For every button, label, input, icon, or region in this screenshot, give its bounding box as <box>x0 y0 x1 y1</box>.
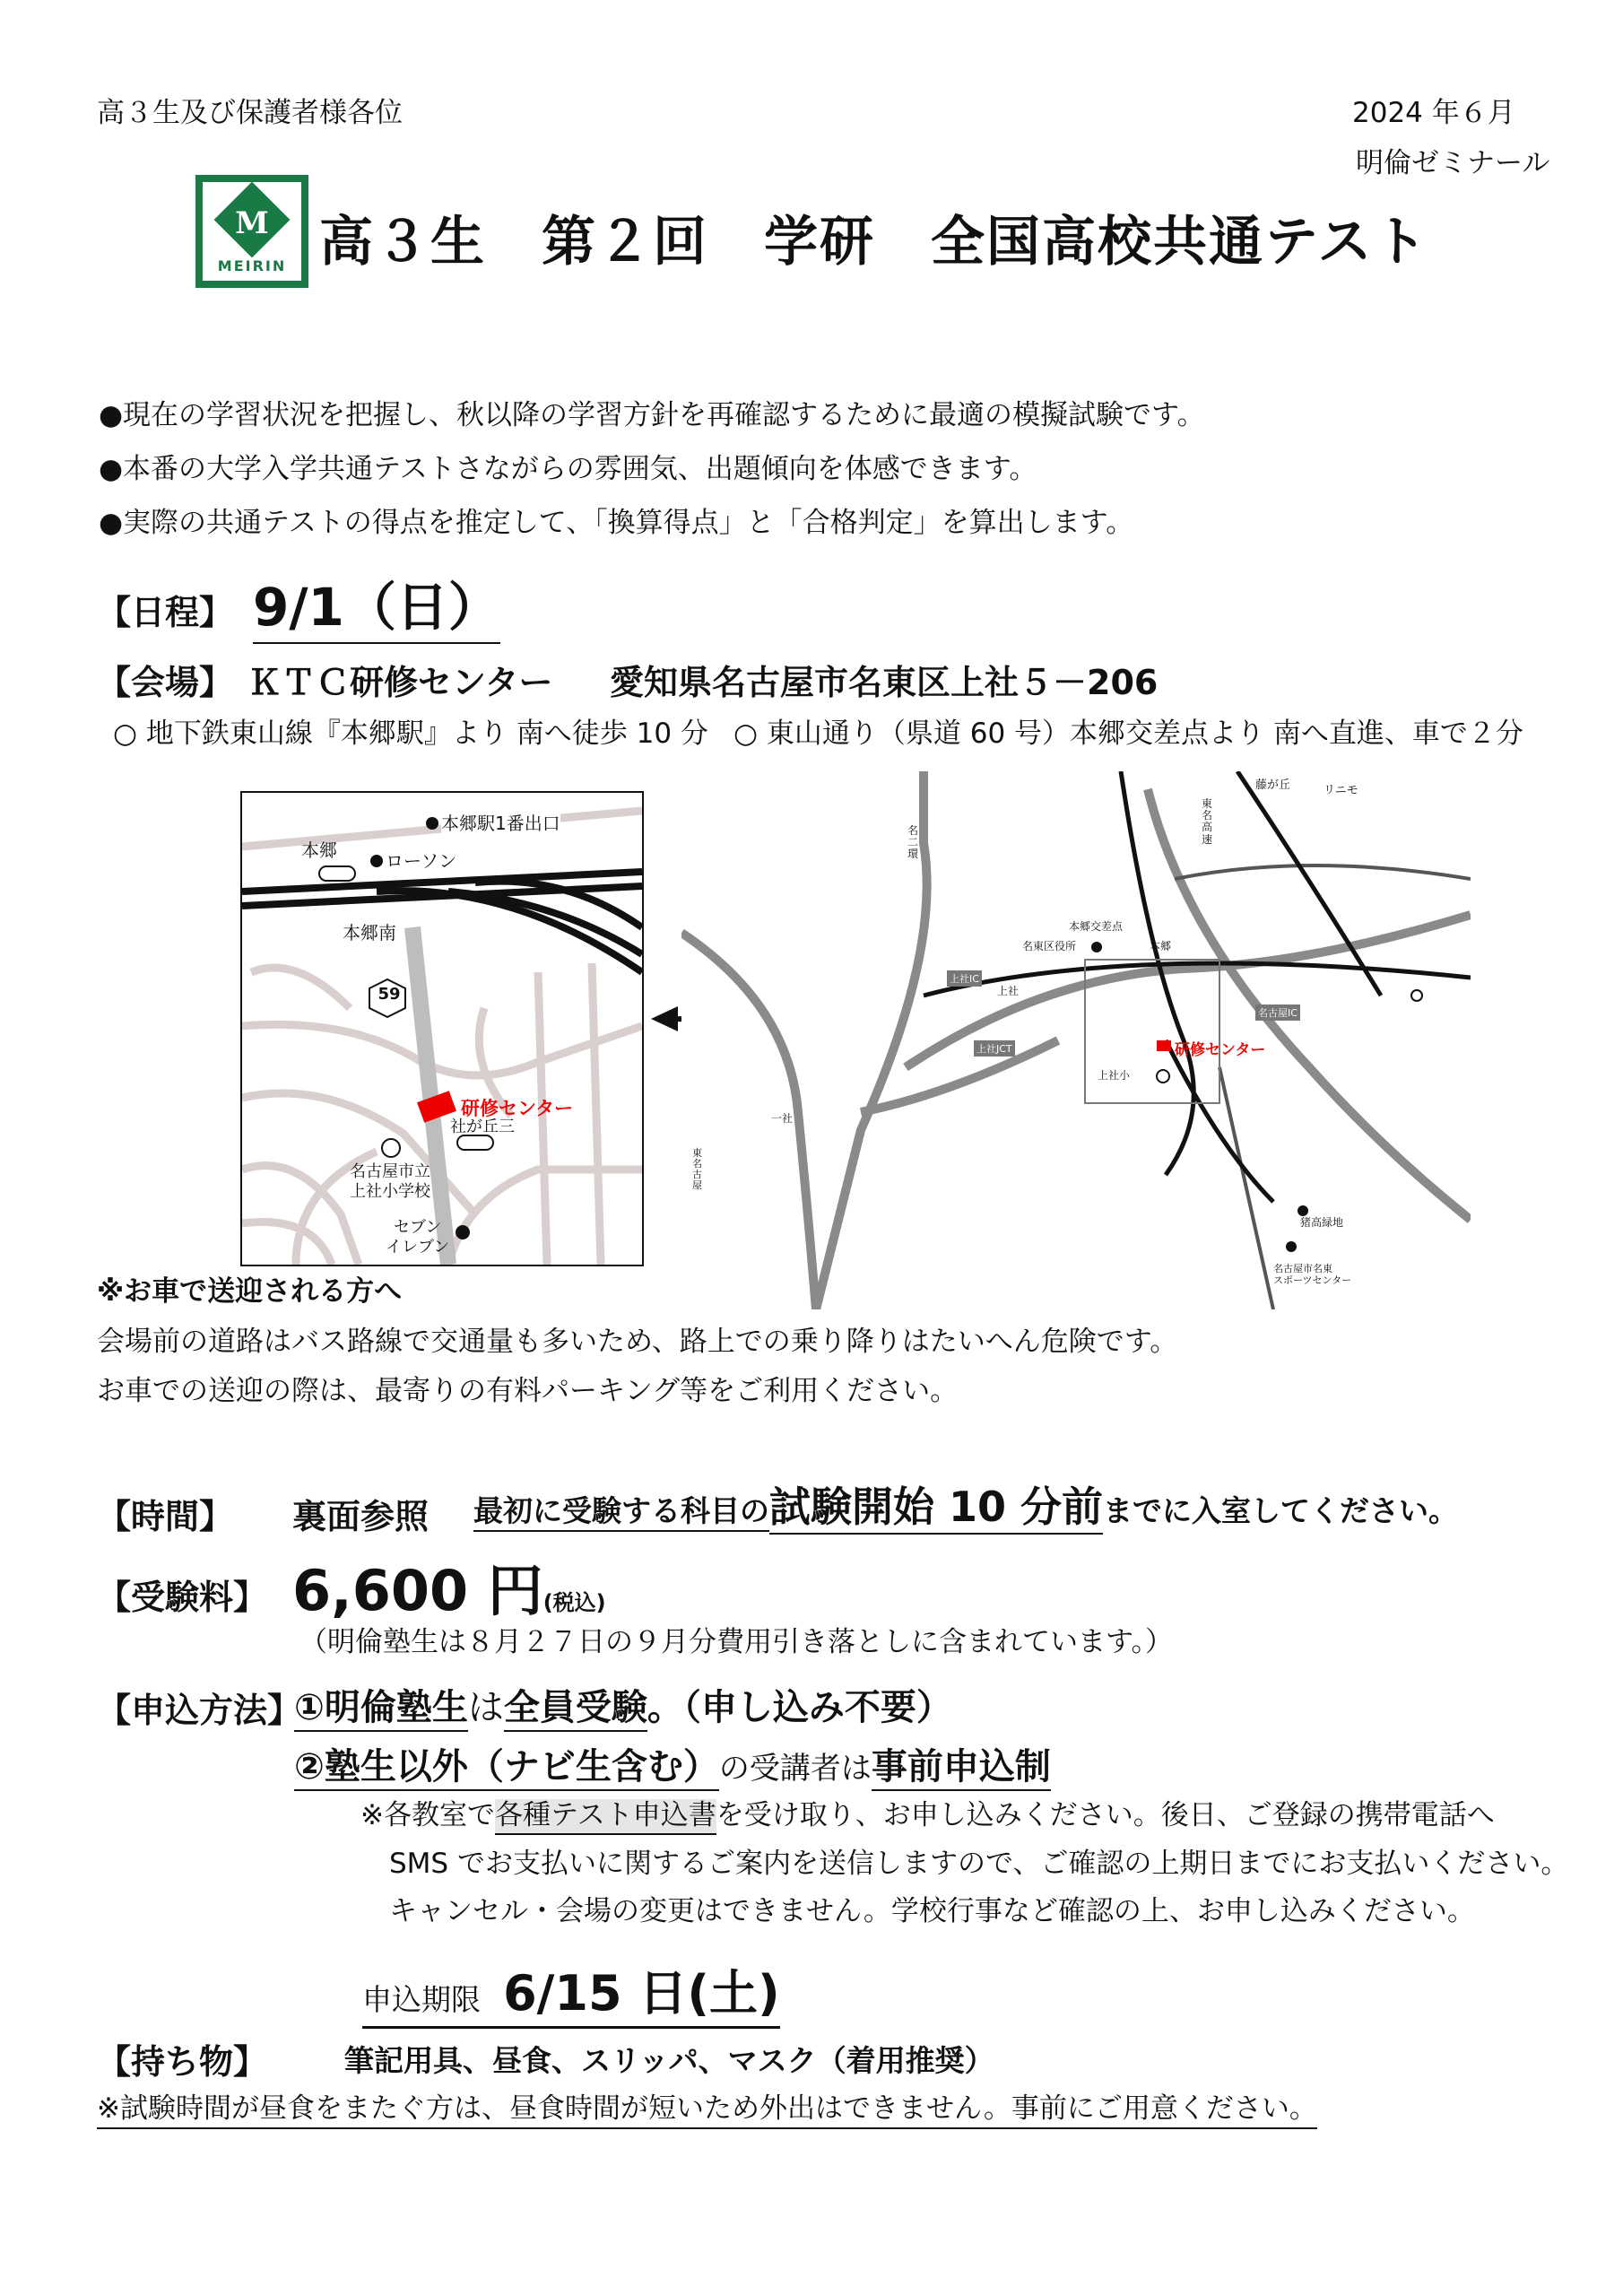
map-yashirogaoka: 社が丘三 <box>450 1118 515 1136</box>
map-hongo: 本郷 <box>301 839 337 861</box>
map-school: 名古屋市立 上社小学校 <box>350 1162 430 1201</box>
organization: 明倫ゼミナール <box>1356 147 1550 179</box>
area-kamiyashiro-ic: 上社IC <box>947 970 982 987</box>
area-hongo-cross: 本郷交差点 <box>1069 920 1124 933</box>
apply-item-1-b: は <box>467 1687 504 1728</box>
area-center: 研修センター <box>1175 1041 1266 1059</box>
deadline-date: 6/15 日(土) <box>503 1965 780 2022</box>
time-instruction <box>473 1474 1458 1534</box>
schedule-date: 9/1（日） <box>253 565 500 644</box>
deadline <box>362 1955 780 2029</box>
detail-map <box>240 791 644 1266</box>
map-station-exit: 本郷駅1番出口 <box>441 809 560 835</box>
area-tomei: 東名高速 <box>1202 797 1213 846</box>
map-seven: セブン イレブン <box>386 1218 450 1257</box>
venue-name: ＫＴＣ研修センター <box>247 663 553 702</box>
area-fujigaoka: 藤が丘 <box>1255 778 1291 792</box>
venue-label: 【会場】 <box>97 663 234 702</box>
bullet-3: ●実際の共通テストの得点を推定して、「換算得点」と「合格判定」を算出します。 <box>99 507 1134 539</box>
car-note-line-1: 会場前の道路はバス路線で交通量も多いため、路上での乗り降りはたいへん危険です。 <box>97 1326 1178 1358</box>
items-note: ※試験時間が昼食をまたぐ方は、昼食時間が短いため外出はできません。事前にご用意ください。 <box>97 2092 1317 2129</box>
area-higashi-nagoya: 東名古屋 <box>692 1147 702 1192</box>
area-school: 上社小 <box>1098 1069 1131 1082</box>
car-note-title: ※お車で送迎される方へ <box>97 1275 403 1308</box>
area-meiji: 名二環 <box>907 824 919 861</box>
apply-item-2-a: ②塾生以外（ナビ生含む） <box>294 1746 719 1791</box>
apply-item-1 <box>294 1679 952 1730</box>
apply-note-2: SMS でお支払いに関するご案内を送信しますので、ご確認の上期日までにお支払いください。 <box>389 1848 1569 1880</box>
page-title: 高３生 第２回 学研 全国高校共通テスト <box>319 211 1429 274</box>
fee-note: （明倫塾生は８月２７日の９月分費用引き落としに含まれています。） <box>299 1626 1174 1658</box>
items-label: 【持ち物】 <box>97 2042 268 2082</box>
time-label: 【時間】 <box>97 1497 234 1536</box>
area-hongo: 本郷 <box>1150 940 1172 952</box>
recipients: 高３生及び保護者様各位 <box>97 97 403 129</box>
time-ref: 裏面参照 <box>292 1497 430 1536</box>
time-text-c: までに入室してください。 <box>1103 1493 1459 1528</box>
apply-note-1-c: を受け取り、お申し込みください。後日、ご登録の携帯電話へ <box>716 1799 1495 1831</box>
apply-item-2 <box>294 1738 1051 1789</box>
area-kamiyashiro-jct: 上社JCT <box>974 1040 1015 1057</box>
apply-note-1-a: ※各教室で <box>360 1799 495 1831</box>
apply-item-2-b: の受講者は <box>718 1751 872 1787</box>
items-value: 筆記用具、昼食、スリッパ、マスク（着用推奨） <box>344 2043 994 2078</box>
area-issha: 一社 <box>771 1112 794 1125</box>
bullet-1: ●現在の学習状況を把握し、秋以降の学習方針を再確認するために最適の模擬試験です。 <box>99 399 1205 431</box>
apply-note-1 <box>360 1799 1495 1832</box>
map-hongo-minami: 本郷南 <box>343 922 396 944</box>
map-lawson: ローソン <box>386 847 456 873</box>
car-note-line-2: お車での送迎の際は、最寄りの有料パーキング等をご利用ください。 <box>97 1375 959 1407</box>
issue-date: 2024 年６月 <box>1352 97 1515 129</box>
fee-tax: (税込) <box>542 1590 606 1615</box>
area-ward-office: 名東区役所 <box>1022 940 1077 952</box>
time-text-b: 試験開始 10 分前 <box>769 1483 1103 1535</box>
apply-note-3: キャンセル・会場の変更はできません。学校行事など確認の上、お申し込みください。 <box>389 1895 1475 1927</box>
area-linimo: リニモ <box>1324 784 1358 797</box>
meirin-logo: M MEIRIN <box>195 175 308 288</box>
access-car: ○ 東山通り（県道 60 号）本郷交差点より 南へ直進、車で２分 <box>733 718 1523 750</box>
apply-item-1-c: 全員受験 <box>504 1687 647 1732</box>
apply-item-2-c: 事前申込制 <box>872 1746 1051 1791</box>
bullet-2: ●本番の大学入学共通テストさながらの雰囲気、出題傾向を体感できます。 <box>99 453 1037 485</box>
logo-text: MEIRIN <box>217 257 287 274</box>
area-map <box>681 771 1471 1309</box>
time-text-a: 最初に受験する科目の <box>473 1493 769 1532</box>
area-map-svg <box>681 771 1471 1309</box>
fee-amount: 6,600 円 <box>292 1558 543 1623</box>
map-center: 研修センター <box>461 1098 574 1119</box>
apply-item-1-d: 。（申し込み不要） <box>647 1687 952 1728</box>
apply-label: 【申込方法】 <box>97 1691 302 1730</box>
schedule-label: 【日程】 <box>97 593 234 632</box>
map-route-59: 59 <box>378 985 401 1004</box>
fee-amount-group <box>292 1546 606 1626</box>
access-train: ○ 地下鉄東山線『本郷駅』より 南へ徒歩 10 分 <box>113 718 708 750</box>
area-kamiyashiro: 上社 <box>997 985 1020 997</box>
apply-item-1-a: ①明倫塾生 <box>294 1687 468 1732</box>
fee-label: 【受験料】 <box>97 1578 268 1617</box>
area-meito-ic: 名古屋IC <box>1255 1004 1300 1021</box>
area-greenery: 猪高緑地 <box>1300 1216 1344 1229</box>
venue-address: 愛知県名古屋市名東区上社５－206 <box>610 663 1159 702</box>
apply-form-name: 各種テスト申込書 <box>495 1799 716 1835</box>
area-sports: 名古屋市名東 スポーツセンター <box>1273 1263 1352 1287</box>
deadline-label: 申込期限 <box>362 1982 481 2017</box>
